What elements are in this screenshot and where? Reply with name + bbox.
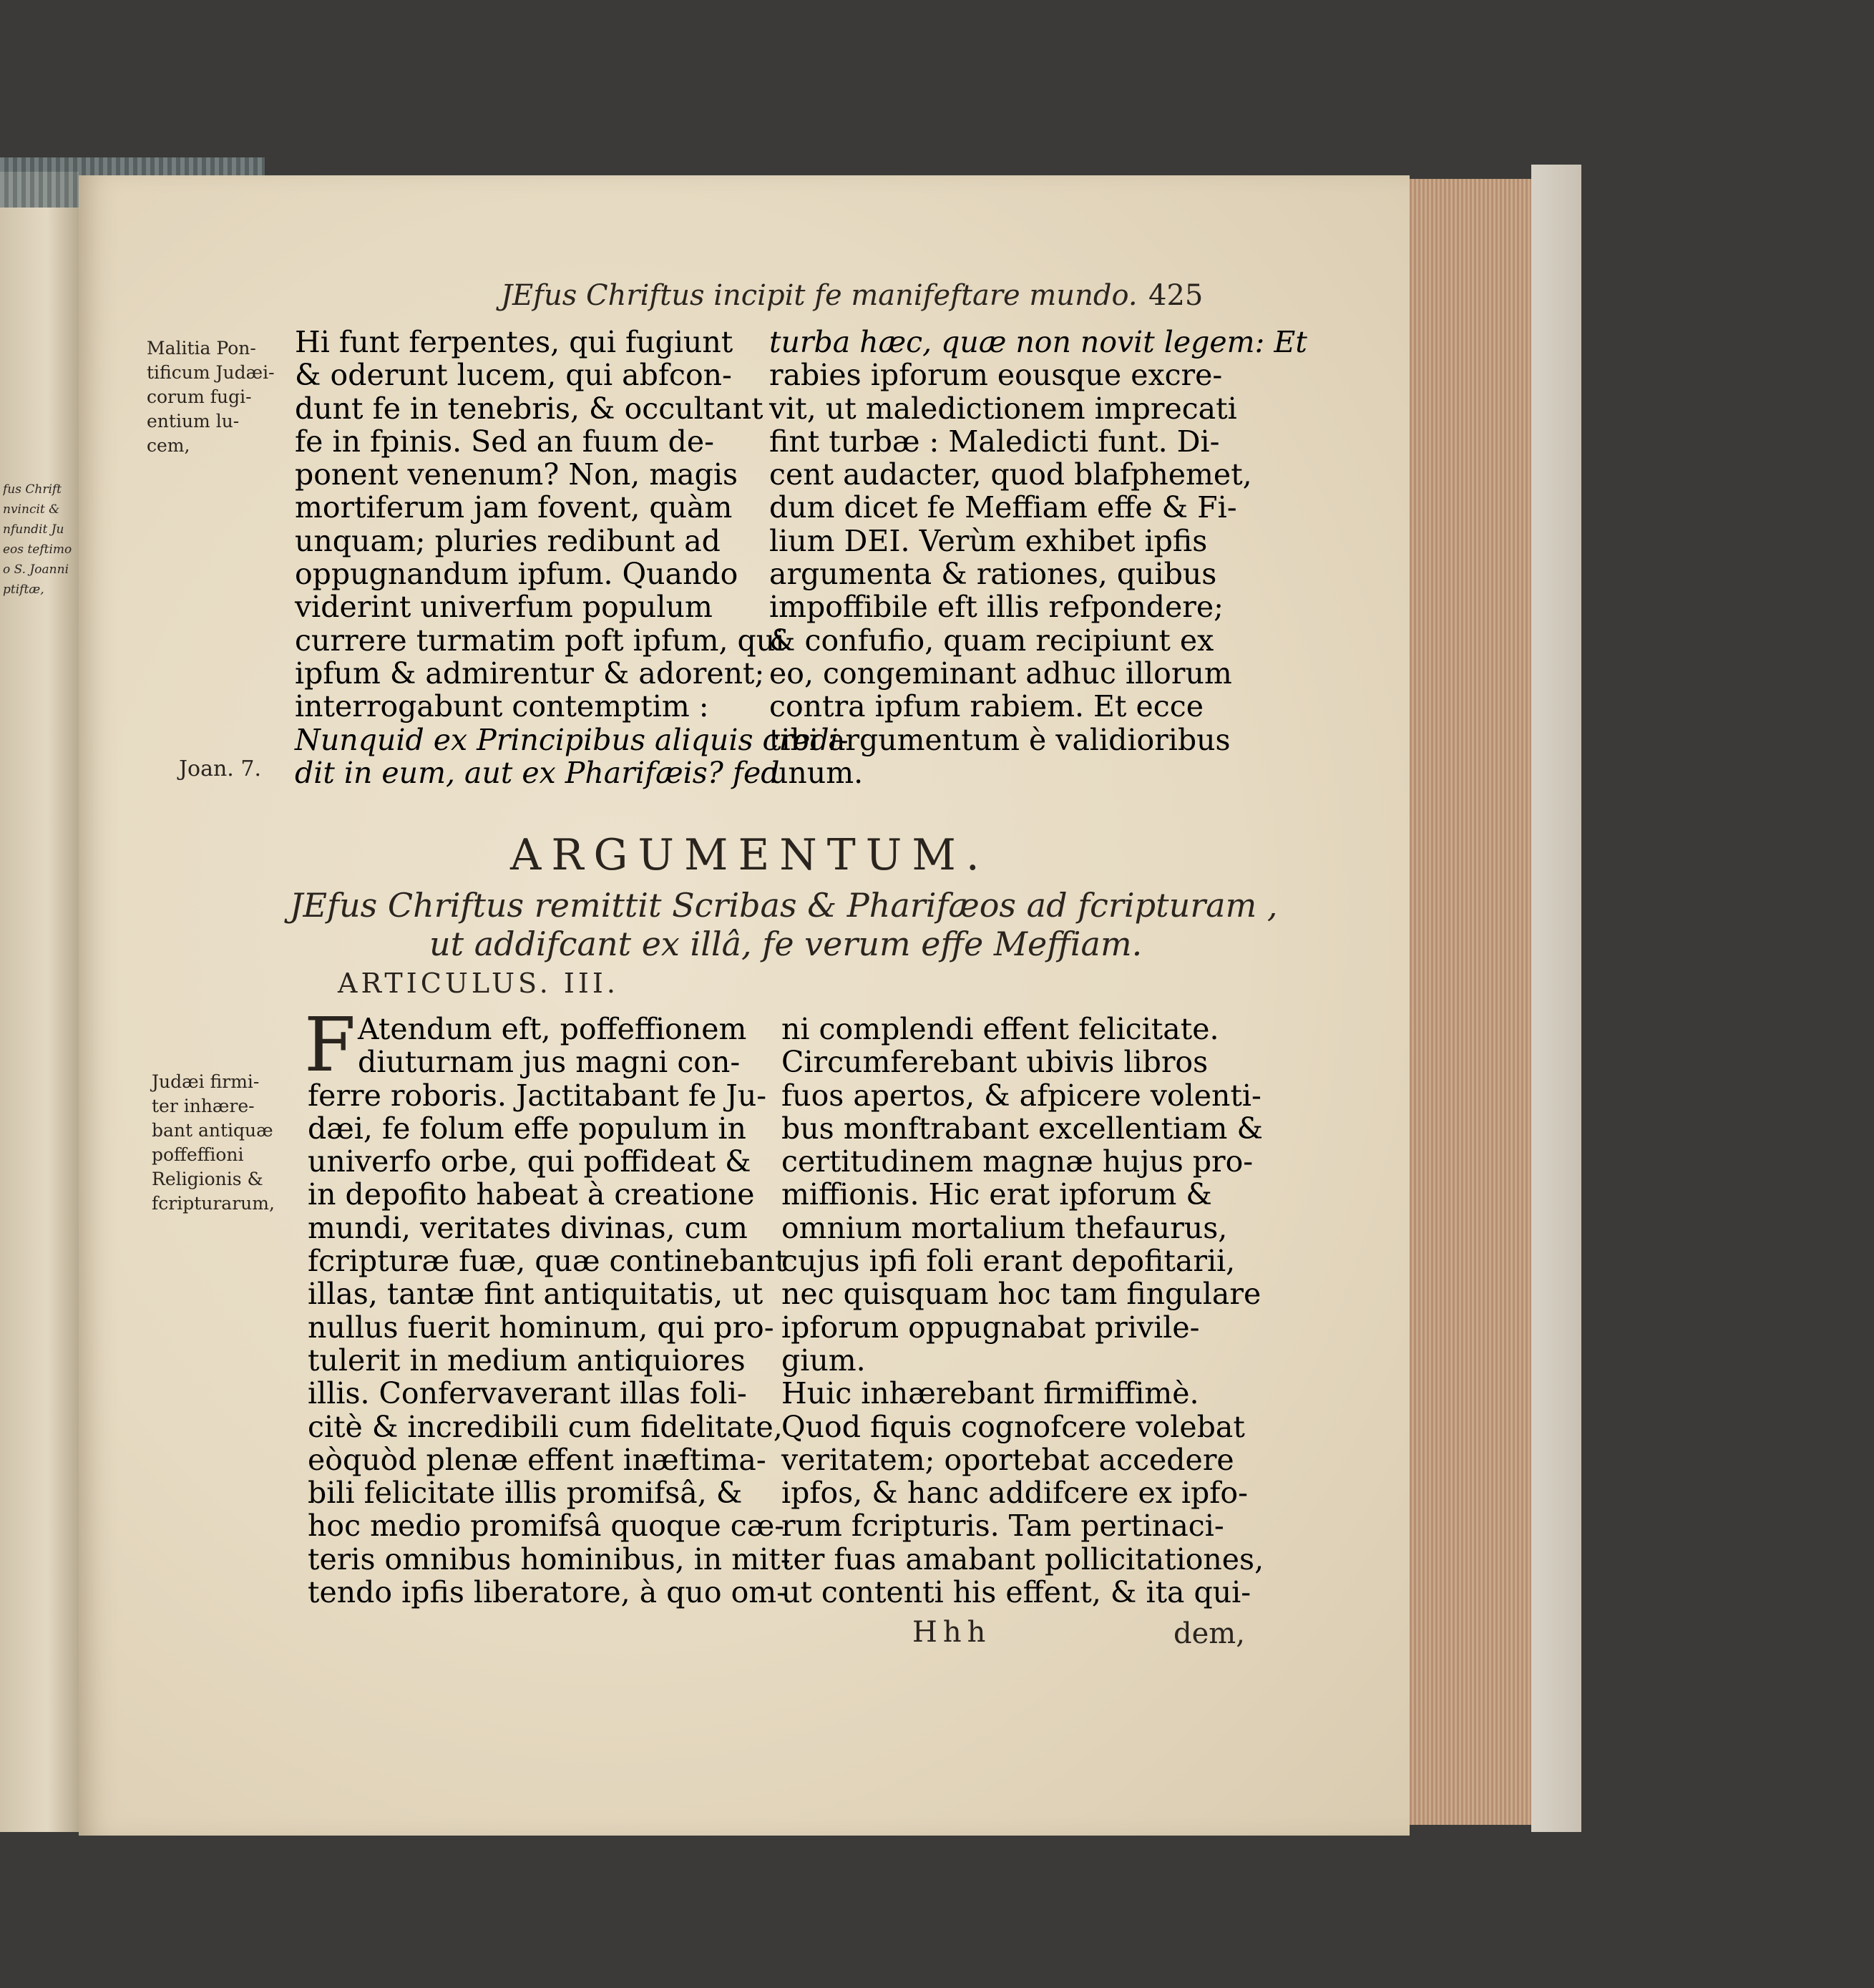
text-line: diuturnam jus magni con- <box>358 1045 741 1080</box>
text-line: vit, ut maledictionem imprecati <box>769 391 1237 426</box>
margin-note-line: entium lu- <box>147 411 240 432</box>
text-line: tibi argumentum è validioribus <box>769 722 1231 757</box>
text-line: Nunquid ex Principibus aliquis credi- <box>295 722 849 757</box>
margin-note-line: Malitia Pon- <box>147 338 256 359</box>
left-fragment-line: o S. Joanni <box>3 562 69 577</box>
margin-note-line: Religionis & <box>152 1169 263 1189</box>
text-line: unum. <box>769 755 864 790</box>
articulus-heading: ARTICULUS. III. <box>338 968 619 999</box>
text-line: miffionis. Hic erat ipforum & <box>781 1177 1212 1212</box>
text-line: illis. Confervaverant illas foli- <box>308 1376 747 1411</box>
drop-cap: F <box>304 1001 356 1088</box>
text-line: gium. <box>781 1343 866 1378</box>
text-line: ipforum oppugnabat privile- <box>781 1310 1200 1345</box>
text-line: interrogabunt contemptim : <box>295 689 709 724</box>
left-fragment-line: fus Chrift <box>3 482 62 497</box>
margin-note-line: corum fugi- <box>147 386 252 407</box>
text-line: & confufio, quam recipiunt ex <box>769 623 1214 658</box>
margin-note-joan: Joan. 7. <box>179 756 261 781</box>
text-line: oppugnandum ipfum. Quando <box>295 557 738 592</box>
text-line: hoc medio promifsâ quoque cæ- <box>308 1509 785 1544</box>
text-line: fe in fpinis. Sed an fuum de- <box>295 424 714 459</box>
text-line: ipfum & admirentur & adorent; <box>295 656 765 691</box>
text-line: illas, tantæ fint antiquitatis, ut <box>308 1277 763 1312</box>
text-line: ut contenti his effent, & ita qui- <box>781 1575 1251 1610</box>
text-line: ferre roboris. Jactitabant fe Ju- <box>308 1078 767 1113</box>
text-line: fuos apertos, & afpicere volenti- <box>781 1078 1261 1113</box>
left-fragment-line: nvincit & <box>3 502 60 517</box>
margin-note-line: fcripturarum, <box>152 1193 275 1214</box>
left-fragment-line: eos teftimo <box>3 542 72 557</box>
margin-note-line: Judæi firmi- <box>152 1071 260 1092</box>
text-line: Atendum eft, poffeffionem <box>358 1012 747 1046</box>
argumentum-summary-line-2: ut addifcant ex illâ, fe verum effe Meffiam. <box>429 925 1143 963</box>
page-number: 425 <box>1148 279 1204 312</box>
text-line: lium DEI. Verùm exhibet ipfis <box>769 523 1208 558</box>
left-page-fragment <box>0 172 79 1832</box>
text-line: citè & incredibili cum fidelitate, <box>308 1409 783 1444</box>
text-line: rabies ipforum eousque excre- <box>769 358 1223 393</box>
margin-note-line: ter inhære- <box>152 1096 255 1116</box>
text-line: veritatem; oportebat accedere <box>781 1442 1234 1477</box>
text-line: mundi, veritates divinas, cum <box>308 1210 748 1245</box>
margin-note-line: cem, <box>147 435 190 456</box>
text-line: dæi, fe folum effe populum in <box>308 1111 746 1146</box>
text-line: nullus fuerit hominum, qui pro- <box>308 1310 774 1345</box>
left-page-margin-text <box>3 479 74 600</box>
text-line: unquam; pluries redibunt ad <box>295 523 721 558</box>
signature-mark: Hhh <box>912 1616 992 1649</box>
text-line: cujus ipfi foli erant depofitarii, <box>781 1244 1236 1279</box>
text-line: bili felicitate illis promifsâ, & <box>308 1476 743 1511</box>
text-line: currere turmatim poft ipfum, qui <box>295 623 785 658</box>
text-line: fcripturæ fuæ, quæ continebant <box>308 1244 787 1279</box>
text-line: tulerit in medium antiquiores <box>308 1343 746 1378</box>
text-line: mortiferum jam fovent, quàm <box>295 490 733 525</box>
text-line: viderint univerfum populum <box>295 590 713 625</box>
text-line: ter fuas amabant pollicitationes, <box>781 1541 1264 1577</box>
cover-edge <box>1531 165 1581 1832</box>
text-line: teris omnibus hominibus, in mit- <box>308 1541 791 1577</box>
page-edges <box>1399 179 1535 1825</box>
text-line: ponent venenum? Non, magis <box>295 457 738 492</box>
left-fragment-line: ptiftæ, <box>3 583 44 597</box>
text-line: dum dicet fe Meffiam effe & Fi- <box>769 490 1237 525</box>
margin-note-line: bant antiquæ <box>152 1120 273 1141</box>
text-line: univerfo orbe, qui poffideat & <box>308 1144 751 1179</box>
text-line: fint turbæ : Maledicti funt. Di- <box>769 424 1220 459</box>
text-line: dit in eum, aut ex Pharifæis? fed <box>295 755 780 790</box>
text-line: nec quisquam hoc tam fingulare <box>781 1277 1261 1312</box>
running-title: JEfus Chriftus incipit fe manifeftare mundo. <box>501 279 1138 312</box>
text-line: omnium mortalium thefaurus, <box>781 1210 1228 1245</box>
margin-note-line: tificum Judæi- <box>147 362 275 383</box>
bottom-right-column <box>781 1013 1264 1609</box>
text-line: eòquòd plenæ effent inæftima- <box>308 1442 766 1477</box>
text-line: & oderunt lucem, qui abfcon- <box>295 358 732 393</box>
text-line: dunt fe in tenebris, & occultant <box>295 391 763 426</box>
left-fragment-line: nfundit Ju <box>3 522 64 537</box>
argumentum-summary-line-1: JEfus Chriftus remittit Scribas & Pharifæos ad fcripturam , <box>290 886 1278 925</box>
text-line: eo, congeminant adhuc illorum <box>769 656 1232 691</box>
text-line: Circumferebant ubivis libros <box>781 1045 1209 1080</box>
margin-note-judaei <box>152 1070 275 1216</box>
text-line: cent audacter, quod blafphemet, <box>769 457 1252 492</box>
text-line: rum fcripturis. Tam pertinaci- <box>781 1509 1224 1544</box>
catchword: dem, <box>1173 1617 1245 1650</box>
top-left-column <box>295 326 849 789</box>
text-line: contra ipfum rabiem. Et ecce <box>769 689 1204 724</box>
bottom-left-column <box>308 1013 791 1609</box>
text-line: ipfos, & hanc addifcere ex ipfo- <box>781 1476 1248 1511</box>
text-line: Quod fiquis cognofcere volebat <box>781 1409 1245 1444</box>
text-line: bus monftrabant excellentiam & <box>781 1111 1263 1146</box>
top-right-column <box>769 326 1307 789</box>
text-line: in depofito habeat à creatione <box>308 1177 755 1212</box>
text-line: tendo ipfis liberatore, à quo om- <box>308 1575 787 1610</box>
text-line: Hi funt ferpentes, qui fugiunt <box>295 325 733 359</box>
text-line: argumenta & rationes, quibus <box>769 557 1217 592</box>
text-line: Huic inhærebant firmiffimè. <box>781 1376 1199 1411</box>
margin-note-malitia <box>147 336 275 458</box>
text-line: turba hæc, quæ non novit legem: Et <box>769 325 1307 359</box>
argumentum-heading: ARGUMENTUM. <box>510 830 990 880</box>
text-line: impoffibile eft illis refpondere; <box>769 590 1224 625</box>
margin-note-line: poffeffioni <box>152 1144 244 1165</box>
text-line: certitudinem magnæ hujus pro- <box>781 1144 1254 1179</box>
text-line: ni complendi effent felicitate. <box>781 1012 1219 1046</box>
